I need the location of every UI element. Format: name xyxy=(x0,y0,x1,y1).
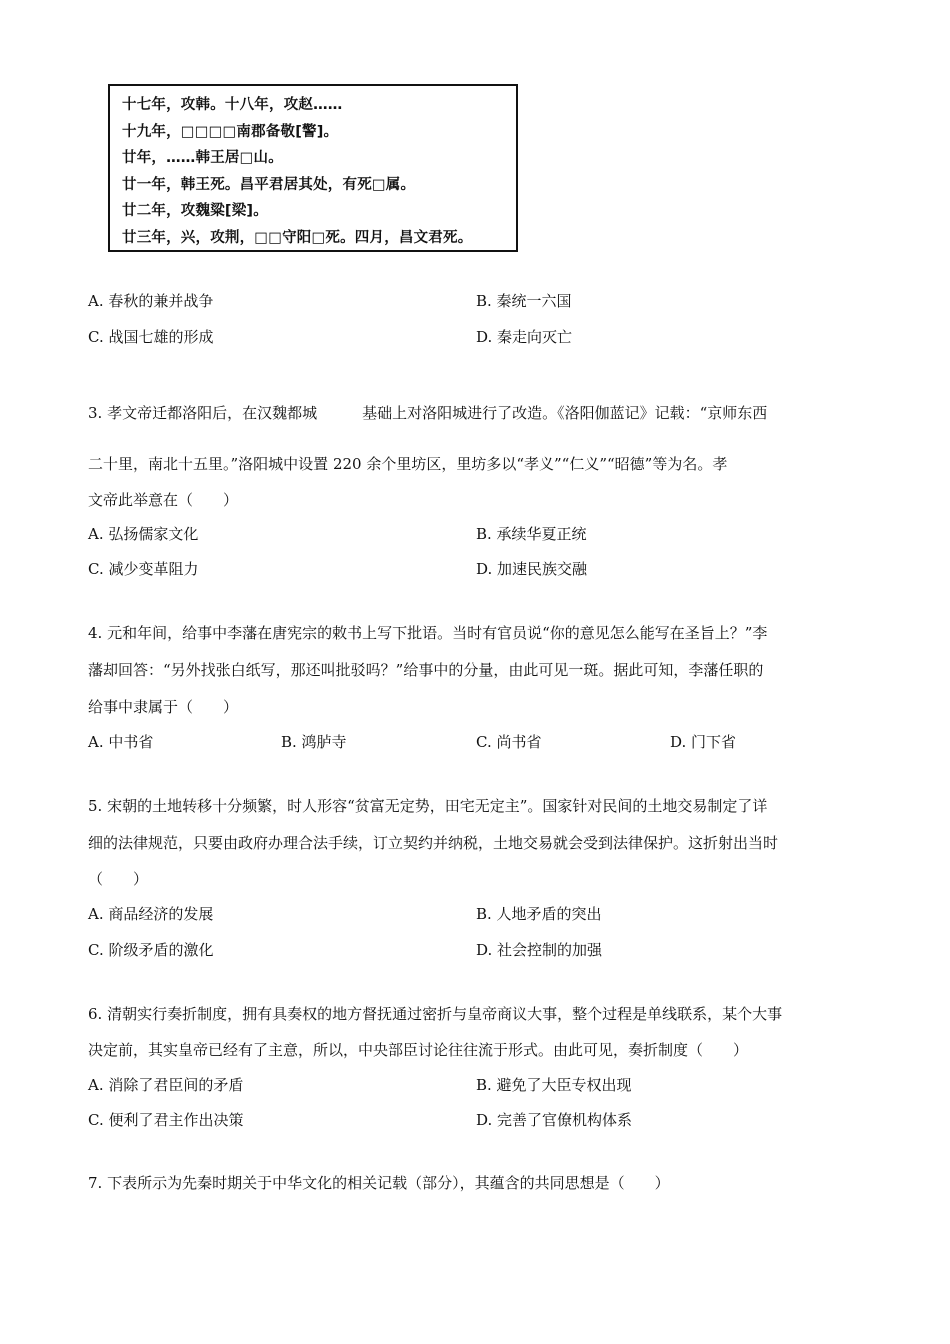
q7-line-1: 7. 下表所示为先秦时期关于中华文化的相关记载（部分），其蕴含的共同思想是（ ） xyxy=(88,1174,670,1192)
q3-option-c: C. 减少变革阻力 xyxy=(88,560,199,578)
q4-option-a: A. 中书省 xyxy=(88,733,154,751)
q5-option-b: B. 人地矛盾的突出 xyxy=(476,905,602,923)
q3-line-2: 二十里，南北十五里。”洛阳城中设置 220 余个里坊区，里坊多以“孝义”“仁义”“昭德”等为名。孝 xyxy=(88,455,728,473)
q4-option-d: D. 门下省 xyxy=(670,733,737,751)
excerpt-line: 十七年，攻韩。十八年，攻赵…… xyxy=(122,97,343,113)
q6-option-a: A. 消除了君臣间的矛盾 xyxy=(88,1076,244,1094)
q5-option-d: D. 社会控制的加强 xyxy=(476,941,603,959)
excerpt-line: 十九年，□□□□南郡备敬[警]。 xyxy=(122,123,339,140)
q3-line-3: 文帝此举意在（ ） xyxy=(88,491,239,509)
q3-option-a: A. 弘扬儒家文化 xyxy=(88,525,199,543)
q4-option-c: C. 尚书省 xyxy=(476,733,542,751)
q6-line-2: 决定前，其实皇帝已经有了主意，所以，中央部臣讨论往往流于形式。由此可见，奏折制度（ ） xyxy=(88,1041,749,1059)
q4-line-2: 藩却回答：“另外找张白纸写，那还叫批驳吗？”给事中的分量，由此可见一斑。据此可知，李藩任职的 xyxy=(88,661,764,679)
q5-option-c: C. 阶级矛盾的激化 xyxy=(88,941,214,959)
excerpt-line: 廿三年，兴，攻荆，□□守阳□死。四月，昌文君死。 xyxy=(122,229,473,246)
q5-line-2: 细的法律规范，只要由政府办理合法手续，订立契约并纳税，土地交易就会受到法律保护。这折射出当时 xyxy=(88,834,779,852)
q4-option-b: B. 鸿胪寺 xyxy=(281,733,347,751)
excerpt-box xyxy=(108,84,518,252)
q2-option-c: C. 战国七雄的形成 xyxy=(88,328,214,346)
q6-option-d: D. 完善了官僚机构体系 xyxy=(476,1111,633,1129)
q4-line-1: 4. 元和年间，给事中李藩在唐宪宗的敕书上写下批语。当时有官员说“你的意见怎么能写在圣旨上？”李 xyxy=(88,624,768,642)
q4-line-3: 给事中隶属于（ ） xyxy=(88,698,239,716)
excerpt-line: 廿年，……韩王居□山。 xyxy=(122,150,283,166)
q5-option-a: A. 商品经济的发展 xyxy=(88,905,214,923)
q2-option-d: D. 秦走向灭亡 xyxy=(476,328,573,346)
q3-option-b: B. 承续华夏正统 xyxy=(476,525,587,543)
q3-line-1: 3. 孝文帝迁都洛阳后，在汉魏都城 基础上对洛阳城进行了改造。《洛阳伽蓝记》记载：“京师东西 xyxy=(88,404,768,422)
q6-option-c: C. 便利了君主作出决策 xyxy=(88,1111,244,1129)
excerpt-line: 廿二年，攻魏粱[梁]。 xyxy=(122,203,268,219)
q2-option-b: B. 秦统一六国 xyxy=(476,292,572,310)
q6-line-1: 6. 清朝实行奏折制度，拥有具奏权的地方督抚通过密折与皇帝商议大事，整个过程是单线联系，某个大事 xyxy=(88,1005,783,1023)
q3-option-d: D. 加速民族交融 xyxy=(476,560,588,578)
q5-line-1: 5. 宋朝的土地转移十分频繁，时人形容“贫富无定势，田宅无定主”。国家针对民间的土地交易制定了详 xyxy=(88,797,768,815)
q5-line-3: （ ） xyxy=(88,870,149,888)
excerpt-line: 廿一年，韩王死。昌平君居其处，有死□属。 xyxy=(122,176,416,193)
q6-option-b: B. 避免了大臣专权出现 xyxy=(476,1076,632,1094)
q2-option-a: A. 春秋的兼并战争 xyxy=(88,292,214,310)
